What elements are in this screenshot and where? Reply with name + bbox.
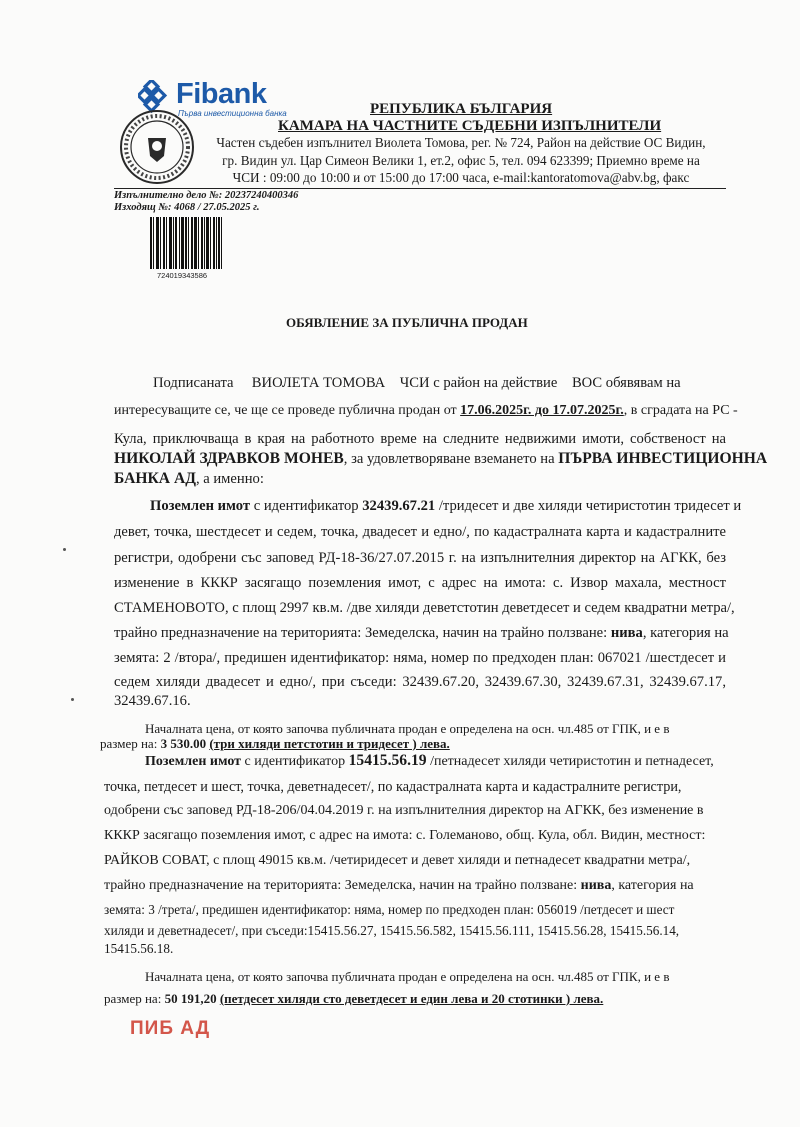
intro-line-5: [114, 470, 726, 488]
property2-line-3: одобрени със заповед РД-18-206/04.04.2019 г. на изпълнителния директор на АГКК, без изменение в: [104, 803, 704, 818]
property1-line-3: регистри, одобрени със заповед РД-18-36/27.07.2015 г. на изпълнителния директор на АГКК, без: [114, 550, 726, 566]
property2-line-6: [104, 877, 726, 895]
scan-speck: [63, 548, 66, 551]
property-identifier: 15415.56.19: [348, 752, 427, 769]
header-chamber: КАМАРА НА ЧАСТНИТЕ СЪДЕБНИ ИЗПЪЛНИТЕЛИ: [278, 118, 662, 134]
debtor-name: НИКОЛАЙ ЗДРАВКОВ МОНЕВ: [114, 450, 344, 467]
property1-price-line-2: [100, 735, 712, 753]
property1-line-1: [150, 497, 742, 515]
property1-line-6: [114, 624, 729, 642]
property1-line-7: земята: 2 /втора/, предишен идентификатор: няма, номер по предходен план: 067021 /шестдесет и: [114, 650, 726, 666]
property1-line-8: седем хиляди двадесет и едно/, при съседи: 32439.67.20, 32439.67.30, 32439.67.31, 32439.67.17,: [114, 674, 726, 690]
price-label: размер на:: [100, 736, 161, 751]
property1-line-9: 32439.67.16.: [114, 693, 191, 709]
document-title: ОБЯВЛЕНИЕ ЗА ПУБЛИЧНА ПРОДАН: [286, 315, 528, 330]
property2-price-line-2: [104, 990, 716, 1008]
property1-line-4: изменение в КККР засягащо поземления имот, с адрес на имота: с. Извор махала, местност: [114, 575, 726, 591]
intro-line-3: Кула, приключваща в края на работното време на следните недвижими имоти, собственост на: [114, 431, 726, 447]
official-seal-icon: [118, 108, 196, 186]
property-text: трайно предназначение на територията: Земеделска, начин на трайно ползване:: [114, 625, 611, 641]
creditor-name: ПЪРВА ИНВЕСТИЦИОННА: [558, 450, 768, 467]
intro-text: интересуващите се, че ще се проведе публична продан от: [114, 403, 461, 418]
property-text: , категория на: [611, 878, 694, 893]
land-use: нива: [580, 878, 612, 893]
outgoing-number: Изходящ №: 4068 / 27.05.2025 г.: [114, 202, 260, 213]
starting-price: 3 530.00: [160, 736, 207, 751]
enforcer-name: ВИОЛЕТА ТОМОВА: [251, 375, 386, 391]
property-text: с идентификатор: [250, 498, 363, 514]
property2-line-1: [145, 752, 726, 771]
property2-line-9: 15415.56.18.: [104, 941, 174, 956]
property-text: с идентификатор: [241, 754, 349, 769]
creditor-name-cont: БАНКА АД: [114, 470, 196, 487]
logo-name: Fibank: [176, 78, 267, 110]
barcode-number: 724019343586: [157, 271, 208, 280]
property2-line-2: точка, петдесет и шест, точка, деветнадесет/, по кадастралната карта и кадастралните регистри,: [104, 779, 682, 795]
logo-tagline: Първа инвестиционна банка: [178, 109, 287, 118]
property-label: Поземлен имот: [150, 498, 251, 514]
header-line-1: Частен съдебен изпълнител Виолета Томова, рег. № 724, Район на действие ОС Видин,: [216, 135, 706, 150]
property1-line-5: СТАМЕНОВОТО, с площ 2997 кв.м. /две хиляди деветстотин деветдесет и седем квадратни метра/,: [114, 600, 735, 616]
header-line-2: гр. Видин ул. Цар Симеон Велики 1, ет.2, офис 5, тел. 094 623399; Приемно време на: [222, 153, 700, 168]
starting-price: 50 191,20: [164, 991, 217, 1006]
intro-line-2: [114, 402, 738, 420]
property2-line-8: хиляди и деветнадесет/, при съседи:15415.56.27, 15415.56.582, 15415.56.111, 15415.56.28, 15415.56.14,: [104, 923, 680, 938]
intro-text: Подписаната: [153, 375, 234, 391]
price-in-words: (три хиляди петстотин и тридесет ) лева.: [209, 736, 450, 751]
intro-text: ЧСИ с район на действие: [399, 375, 558, 391]
intro-text: ВОС обявявам на: [571, 375, 681, 391]
intro-text: , а именно:: [195, 471, 264, 487]
property-text: трайно предназначение на територията: Земеделска, начин на трайно ползване:: [104, 878, 581, 893]
property2-line-5: РАЙКОВ СОВАТ, с площ 49015 кв.м. /четиридесет и девет хиляди и петнадесет квадратни метра/,: [104, 853, 691, 868]
scan-speck: [71, 698, 74, 701]
property2-line-7: земята: 3 /трета/, предишен идентификатор: няма, номер по предходен план: 056019 /петдесет и шест: [104, 902, 675, 917]
header-line-3: ЧСИ : 09:00 до 10:00 и от 15:00 до 17:00 часа, e-mail:kantoratomova@abv.bg, факс: [232, 170, 690, 185]
barcode-icon: [150, 217, 222, 269]
price-label: размер на:: [104, 991, 165, 1006]
property-text: /тридесет и две хиляди четиристотин тридесет и: [435, 498, 742, 514]
property2-line-4: КККР засягащо поземления имот, с адрес на имота: с. Големаново, общ. Кула, обл. Видин, местност:: [104, 828, 706, 843]
property-identifier: 32439.67.21: [362, 498, 436, 514]
property1-price-line-1: Началната цена, от която започва публичната продан е определена на осн. чл.485 от ГПК, и е в: [145, 721, 670, 736]
intro-line-1: [153, 374, 726, 392]
property2-price-line-1: Началната цена, от която започва публичната продан е определена на осн. чл.485 от ГПК, и е в: [145, 969, 670, 984]
property1-line-2: девет, точка, шестдесет и седем, точка, двадесет и едно/, по кадастралната карта и кадастралните: [114, 524, 726, 540]
sale-dates: 17.06.2025г. до 17.07.2025г.: [460, 403, 624, 418]
land-use: нива: [610, 625, 643, 641]
price-in-words: (петдесет хиляди сто деветдесет и един лева и 20 стотинки ) лева.: [219, 991, 604, 1006]
bank-watermark: ПИБ АД: [130, 1018, 211, 1039]
intro-line-4: [114, 450, 768, 468]
intro-text: , в сградата на РС -: [623, 403, 738, 418]
property-text: /петнадесет хиляди четиристотин и петнадесет,: [426, 754, 714, 769]
case-number: Изпълнително дело №: 20237240400346: [114, 190, 299, 201]
header-divider: [114, 188, 726, 189]
property-label: Поземлен имот: [145, 754, 242, 769]
intro-text: , за удовлетворяване вземането на: [343, 451, 559, 467]
property-text: , категория на: [642, 625, 729, 641]
header-republic: РЕПУБЛИКА БЪЛГАРИЯ: [370, 101, 553, 117]
